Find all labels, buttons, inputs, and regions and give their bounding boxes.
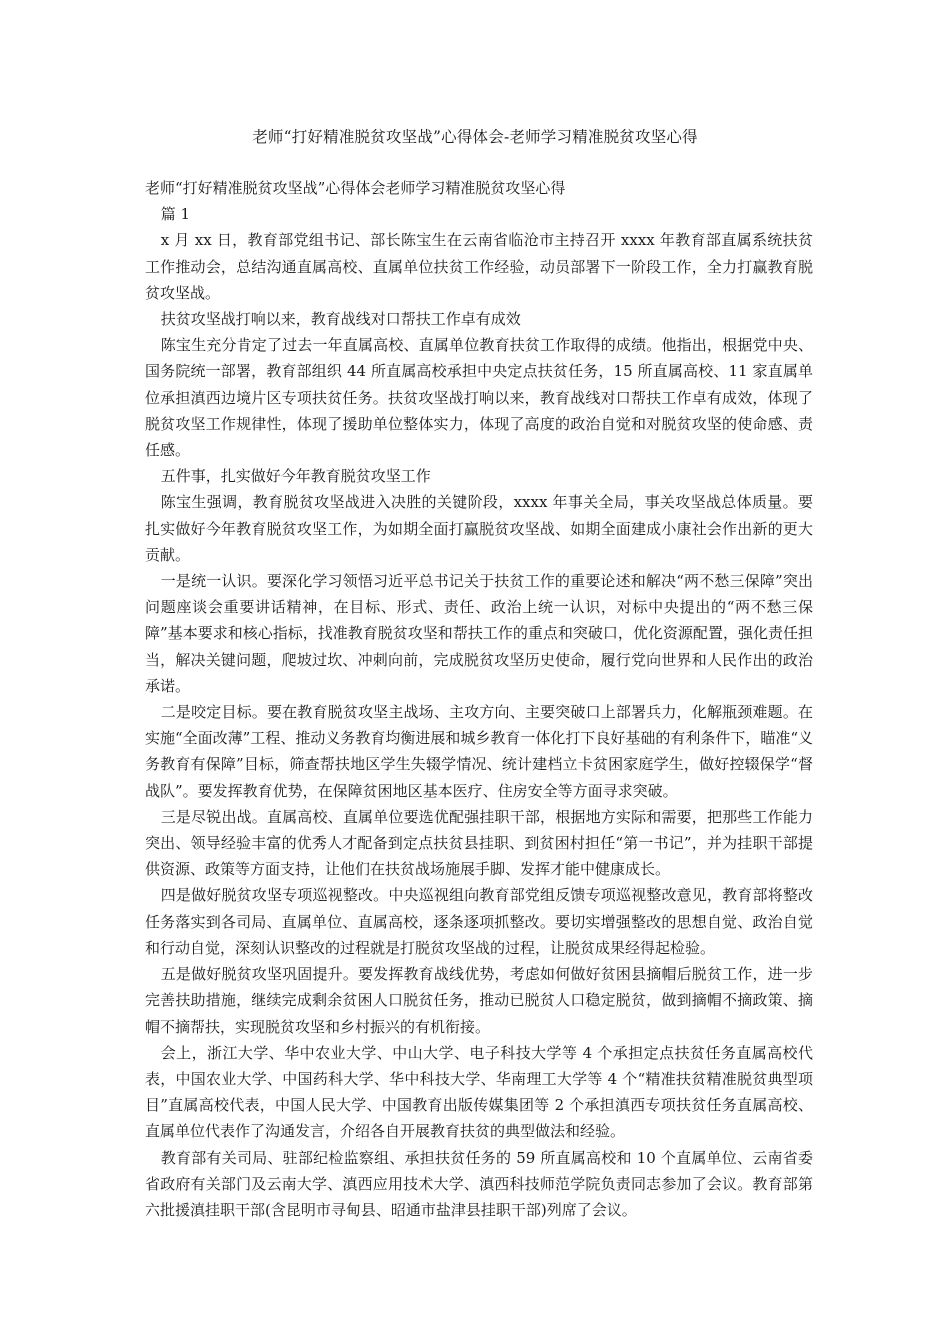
document-subtitle: 老师“打好精准脱贫攻坚战”心得体会老师学习精准脱贫攻坚心得 bbox=[145, 179, 566, 197]
paragraph: 四是做好脱贫攻坚专项巡视整改。中央巡视组向教育部党组反馈专项巡视整改意见，教育部将整改任务落实到各司局、直属单位、直属高校，逐条逐项抓整改。要切实增强整改的思想自觉、政治自觉和行动自觉，深刻认识整改的过程就是打脱贫攻坚战的过程，让脱贫成果经得起检验。 bbox=[145, 886, 813, 957]
paragraph: 一是统一认识。要深化学习领悟习近平总书记关于扶贫工作的重要论述和解决“两不愁三保障”突出问题座谈会重要讲话精神，在目标、形式、责任、政治上统一认识，对标中央提出的“两不愁三保障”基本要求和核心指标，找准教育脱贫攻坚和帮扶工作的重点和突破口，优化资源配置，强化责任担当，解决关键问题，爬坡过坎、冲刺向前，完成脱贫攻坚历史使命，履行党向世界和人民作出的政治承诺。 bbox=[145, 572, 813, 695]
paragraph: 三是尽锐出战。直属高校、直属单位要选优配强挂职干部，根据地方实际和需要，把那些工作能力突出、领导经验丰富的优秀人才配备到定点扶贫县挂职、到贫困村担任“第一书记”，并为挂职干部提供资源、政策等方面支持，让他们在扶贫战场施展手脚、发挥才能中健康成长。 bbox=[145, 807, 813, 879]
paragraph: 五是做好脱贫攻坚巩固提升。要发挥教育战线优势，考虑如何做好贫困县摘帽后脱贫工作，进一步完善扶助措施，继续完成剩余贫困人口脱贫任务，推动已脱贫人口稳定脱贫，做到摘帽不摘政策、摘帽不摘帮扶，实现脱贫攻坚和乡村振兴的有机衔接。 bbox=[145, 965, 813, 1036]
section-heading: 五件事，扎实做好今年教育脱贫攻坚工作 bbox=[160, 467, 431, 486]
document-title: 老师“打好精准脱贫攻坚战”心得体会-老师学习精准脱贫攻坚心得 bbox=[252, 128, 698, 146]
section-label: 篇 1 bbox=[160, 205, 191, 224]
document-body bbox=[145, 175, 813, 1223]
section-heading: 扶贫攻坚战打响以来，教育战线对口帮扶工作卓有成效 bbox=[160, 310, 521, 329]
paragraph: 教育部有关司局、驻部纪检监察组、承担扶贫任务的 59 所直属高校和 10 个直属单位、云南省委省政府有关部门及云南大学、滇西应用技术大学、滇西科技师范学院负责同志参加了会议。教育部第六批援滇挂职干部(含昆明市寻甸县、昭通市盐津县挂职干部)列席了会议。 bbox=[145, 1148, 813, 1219]
paragraph: 陈宝生强调，教育脱贫攻坚战进入决胜的关键阶段，xxxx 年事关全局，事关攻坚战总体质量。要扎实做好今年教育脱贫攻坚工作，为如期全面打赢脱贫攻坚战、如期全面建成小康社会作出新的更大贡献。 bbox=[145, 493, 813, 564]
paragraph: 会上，浙江大学、华中农业大学、中山大学、电子科技大学等 4 个承担定点扶贫任务直属高校代表，中国农业大学、中国药科大学、华中科技大学、华南理工大学等 4 个“精准扶贫精准脱贫典型项目”直属高校代表，中国人民大学、中国教育出版传媒集团等 2 个承担滇西专项扶贫任务直属高校、直属单位代表作了沟通发言，介绍各自开展教育扶贫的典型做法和经验。 bbox=[145, 1043, 813, 1141]
paragraph: x 月 xx 日，教育部党组书记、部长陈宝生在云南省临沧市主持召开 xxxx 年教育部直属系统扶贫工作推动会，总结沟通直属高校、直属单位扶贫工作经验，动员部署下一阶段工作，全力打赢教育脱贫攻坚战。 bbox=[145, 231, 813, 302]
paragraph: 二是咬定目标。要在教育脱贫攻坚主战场、主攻方向、主要突破口上部署兵力，化解瓶颈难题。在实施“全面改薄”工程、推动义务教育均衡进展和城乡教育一体化打下良好基础的有利条件下，瞄准“义务教育有保障”目标，筛查帮扶地区学生失辍学情况、统计建档立卡贫困家庭学生，做好控辍保学“督战队”。要发挥教育优势，在保障贫困地区基本医疗、住房安全等方面寻求突破。 bbox=[145, 703, 814, 800]
paragraph: 陈宝生充分肯定了过去一年直属高校、直属单位教育扶贫工作取得的成绩。他指出，根据党中央、国务院统一部署，教育部组织 44 所直属高校承担中央定点扶贫任务，15 所直属高校、11 家直属单位承担滇西边境片区专项扶贫任务。扶贫攻坚战打响以来，教育战线对口帮扶工作卓有成效，体现了脱贫攻坚工作规律性，体现了援助单位整体实力，体现了高度的政治自觉和对脱贫攻坚的使命感、责任感。 bbox=[145, 336, 813, 460]
